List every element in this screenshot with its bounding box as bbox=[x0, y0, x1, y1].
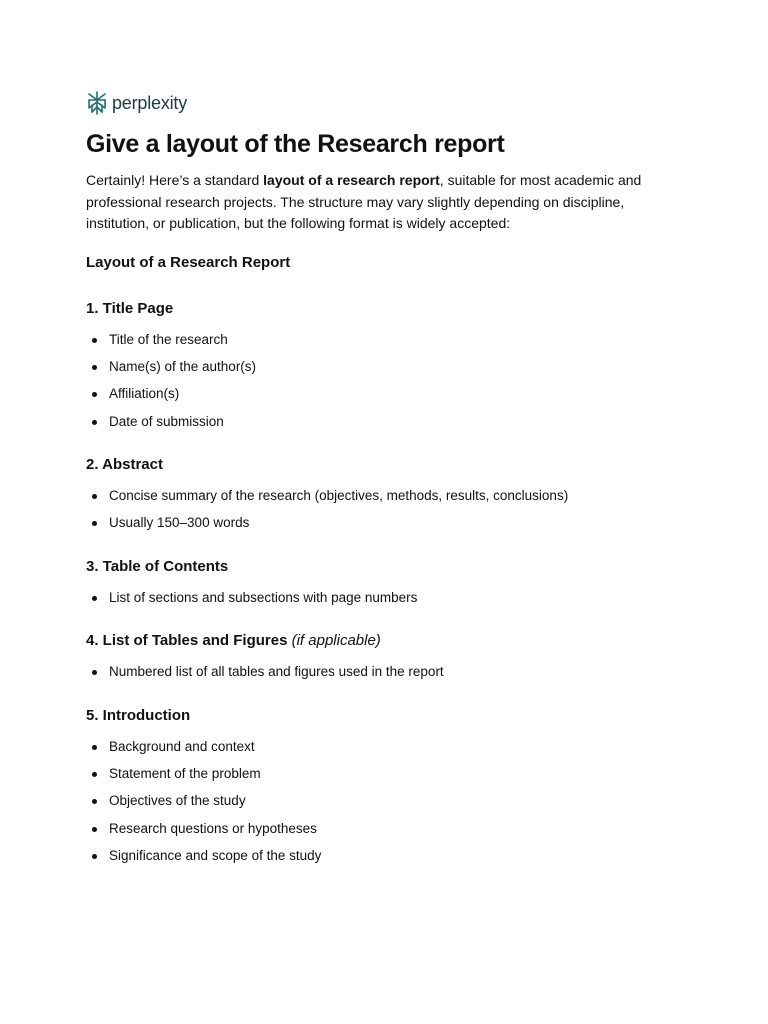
list-item: Statement of the problem bbox=[86, 764, 321, 791]
intro-prefix: Certainly! Here’s a standard bbox=[86, 172, 264, 188]
list-item: Usually 150–300 words bbox=[86, 513, 568, 540]
section-heading-text: 2. Abstract bbox=[86, 456, 163, 473]
section-heading-text: 5. Introduction bbox=[86, 707, 191, 724]
intro-suffix: , suitable for most academic and professional research projects. The structure may vary slightly depending on discipline, institution, or publication, but the following format is widely accepted: bbox=[86, 172, 642, 231]
section-list-table-of-contents bbox=[86, 588, 417, 615]
section-heading-text: 4. List of Tables and Figures bbox=[86, 632, 292, 649]
section-list-abstract bbox=[86, 486, 568, 540]
section-heading-table-of-contents bbox=[86, 556, 228, 578]
intro-paragraph bbox=[86, 170, 686, 235]
perplexity-logo-icon bbox=[86, 91, 108, 115]
list-item: Numbered list of all tables and figures used in the report bbox=[86, 662, 444, 689]
list-item: Concise summary of the research (objectives, methods, results, conclusions) bbox=[86, 486, 568, 513]
section-list-title-page bbox=[86, 330, 256, 439]
section-heading-title-page bbox=[86, 298, 173, 320]
section-heading-text: 1. Title Page bbox=[86, 300, 174, 317]
list-item: Objectives of the study bbox=[86, 791, 321, 818]
brand-name: perplexity bbox=[112, 92, 188, 113]
section-heading-tables-and-figures bbox=[86, 630, 381, 652]
list-item: List of sections and subsections with page numbers bbox=[86, 588, 417, 615]
list-item: Title of the research bbox=[86, 330, 256, 357]
list-item: Date of submission bbox=[86, 412, 256, 439]
list-item: Research questions or hypotheses bbox=[86, 819, 321, 846]
section-list-tables-and-figures bbox=[86, 662, 444, 689]
section-heading-introduction bbox=[86, 705, 190, 727]
list-item: Background and context bbox=[86, 737, 321, 764]
list-item: Name(s) of the author(s) bbox=[86, 357, 256, 384]
list-item: Significance and scope of the study bbox=[86, 846, 321, 873]
brand-logo bbox=[86, 90, 187, 116]
layout-heading: Layout of a Research Report bbox=[86, 254, 291, 271]
section-heading-text: 3. Table of Contents bbox=[86, 558, 229, 575]
section-heading-abstract bbox=[86, 454, 163, 476]
page-title: Give a layout of the Research report bbox=[86, 130, 505, 158]
intro-bold: layout of a research report bbox=[263, 172, 440, 188]
list-item: Affiliation(s) bbox=[86, 384, 256, 411]
section-heading-note: (if applicable) bbox=[291, 632, 381, 649]
section-list-introduction bbox=[86, 737, 321, 873]
